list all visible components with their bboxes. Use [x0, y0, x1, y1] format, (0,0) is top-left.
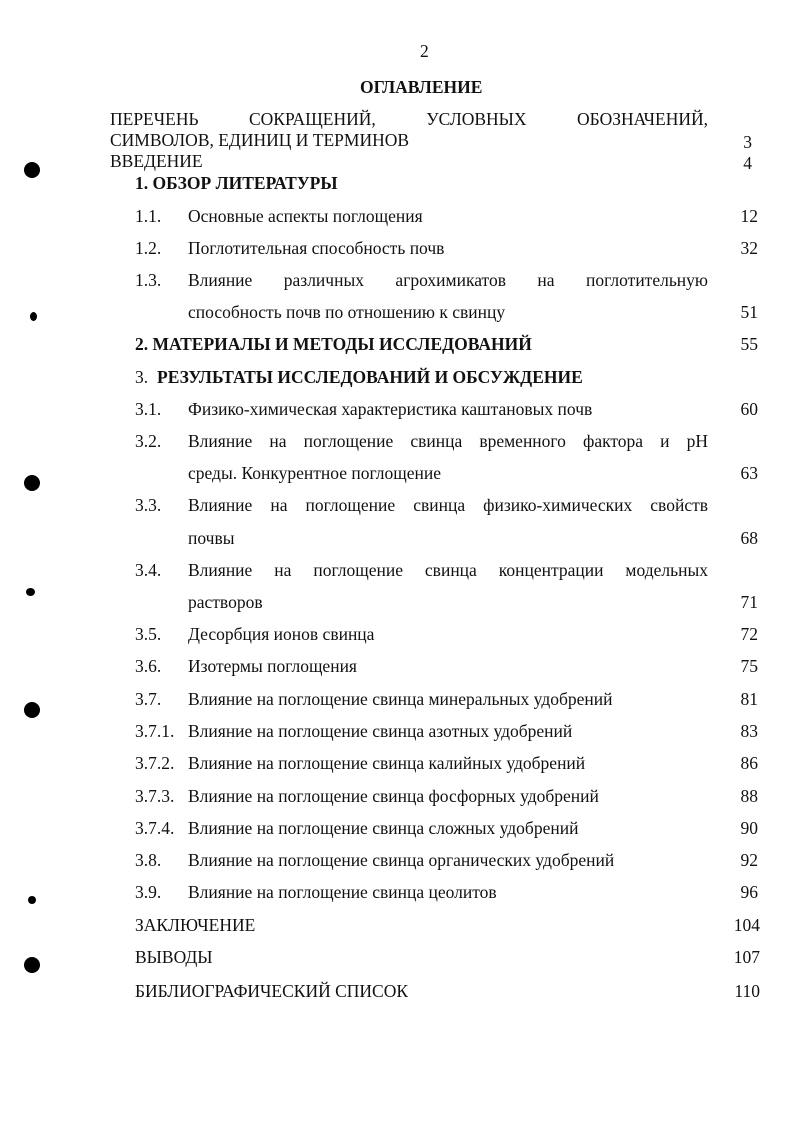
toc-item-text: Влияние на поглощение свинца органических удобрений [188, 850, 615, 870]
toc-item-page: 71 [740, 592, 758, 612]
toc-item-page: 51 [740, 302, 758, 322]
toc-item-page: 72 [740, 624, 758, 644]
toc-item-text: Основные аспекты поглощения [188, 206, 423, 226]
scan-speck [26, 588, 35, 596]
toc-item-text-cont: среды. Конкурентное поглощение [188, 463, 442, 483]
toc-findings-page: 107 [733, 947, 760, 967]
toc-item-text: Влияние на поглощение свинца физико-химических свойств [188, 495, 708, 515]
toc-item-number: 1.2. [135, 238, 162, 258]
toc-item-number: 3.9. [135, 882, 162, 902]
toc-intro: ВВЕДЕНИЕ [110, 151, 203, 171]
toc-item-number: 3.3. [135, 495, 162, 515]
toc-item-page: 96 [740, 882, 758, 902]
toc-item-page: 60 [740, 399, 758, 419]
toc-item-text: Изотермы поглощения [188, 656, 357, 676]
toc-item-number: 3.7. [135, 689, 162, 709]
toc-item-page: 32 [740, 238, 758, 258]
toc-item-number: 3.1. [135, 399, 162, 419]
binder-hole [24, 475, 40, 491]
toc-item-text: Поглотительная способность почв [188, 238, 445, 258]
toc-intro-page: 4 [743, 153, 752, 173]
toc-item-number: 1.1. [135, 206, 162, 226]
toc-chapter-1: 1. ОБЗОР ЛИТЕРАТУРЫ [135, 173, 338, 193]
toc-findings: ВЫВОДЫ [135, 947, 213, 967]
toc-item-page: 68 [740, 528, 758, 548]
toc-item-number: 3.5. [135, 624, 162, 644]
toc-item-number: 3.4. [135, 560, 162, 580]
toc-item-text: Влияние на поглощение свинца временного фактора и pH [188, 431, 708, 451]
toc-item-text-cont: растворов [188, 592, 263, 612]
toc-item-text: Влияние различных агрохимикатов на поглотительную [188, 270, 708, 290]
toc-abbrev-line2: СИМВОЛОВ, ЕДИНИЦ И ТЕРМИНОВ [110, 130, 410, 150]
page-number: 2 [420, 41, 429, 61]
toc-item-page: 63 [740, 463, 758, 483]
toc-item-text: Влияние на поглощение свинца концентрации модельных [188, 560, 708, 580]
toc-item-number: 3.8. [135, 850, 162, 870]
toc-chapter-2: 2. МАТЕРИАЛЫ И МЕТОДЫ ИССЛЕДОВАНИЙ [135, 334, 532, 354]
binder-hole [24, 162, 40, 178]
toc-title: ОГЛАВЛЕНИЕ [360, 77, 483, 97]
toc-item-number: 3.7.1. [135, 721, 175, 741]
toc-item-text: Физико-химическая характеристика каштановых почв [188, 399, 593, 419]
toc-bibliography: БИБЛИОГРАФИЧЕСКИЙ СПИСОК [135, 981, 409, 1001]
toc-item-page: 75 [740, 656, 758, 676]
toc-conclusion: ЗАКЛЮЧЕНИЕ [135, 915, 256, 935]
scan-speck [28, 896, 36, 904]
binder-hole [24, 702, 40, 718]
toc-item-text: Десорбция ионов свинца [188, 624, 375, 644]
toc-abbrev-line1: ПЕРЕЧЕНЬ СОКРАЩЕНИЙ, УСЛОВНЫХ ОБОЗНАЧЕНИЙ, [110, 109, 708, 129]
toc-item-text: Влияние на поглощение свинца азотных удобрений [188, 721, 573, 741]
toc-item-page: 81 [740, 689, 758, 709]
toc-chapter-3-prefix: 3. [135, 367, 149, 387]
toc-chapter-2-page: 55 [740, 334, 758, 354]
toc-item-page: 83 [740, 721, 758, 741]
toc-item-page: 90 [740, 818, 758, 838]
toc-item-page: 12 [740, 206, 758, 226]
toc-item-text: Влияние на поглощение свинца калийных удобрений [188, 753, 586, 773]
toc-item-number: 3.6. [135, 656, 162, 676]
toc-item-text: Влияние на поглощение свинца цеолитов [188, 882, 497, 902]
toc-abbrev-page: 3 [743, 132, 752, 152]
toc-item-number: 3.7.3. [135, 786, 175, 806]
toc-item-number: 3.2. [135, 431, 162, 451]
toc-item-page: 86 [740, 753, 758, 773]
toc-item-text: Влияние на поглощение свинца фосфорных удобрений [188, 786, 599, 806]
toc-item-text-cont: почвы [188, 528, 235, 548]
toc-item-number: 3.7.2. [135, 753, 175, 773]
toc-conclusion-page: 104 [733, 915, 760, 935]
toc-item-number: 1.3. [135, 270, 162, 290]
toc-chapter-3: РЕЗУЛЬТАТЫ ИССЛЕДОВАНИЙ И ОБСУЖДЕНИЕ [157, 367, 583, 387]
toc-item-number: 3.7.4. [135, 818, 175, 838]
toc-item-text: Влияние на поглощение свинца сложных удобрений [188, 818, 579, 838]
toc-item-text: Влияние на поглощение свинца минеральных удобрений [188, 689, 613, 709]
toc-item-text-cont: способность почв по отношению к свинцу [188, 302, 506, 322]
toc-item-page: 88 [740, 786, 758, 806]
binder-hole [24, 957, 40, 973]
toc-bibliography-page: 110 [734, 981, 760, 1001]
scan-speck [30, 312, 37, 321]
toc-item-page: 92 [740, 850, 758, 870]
